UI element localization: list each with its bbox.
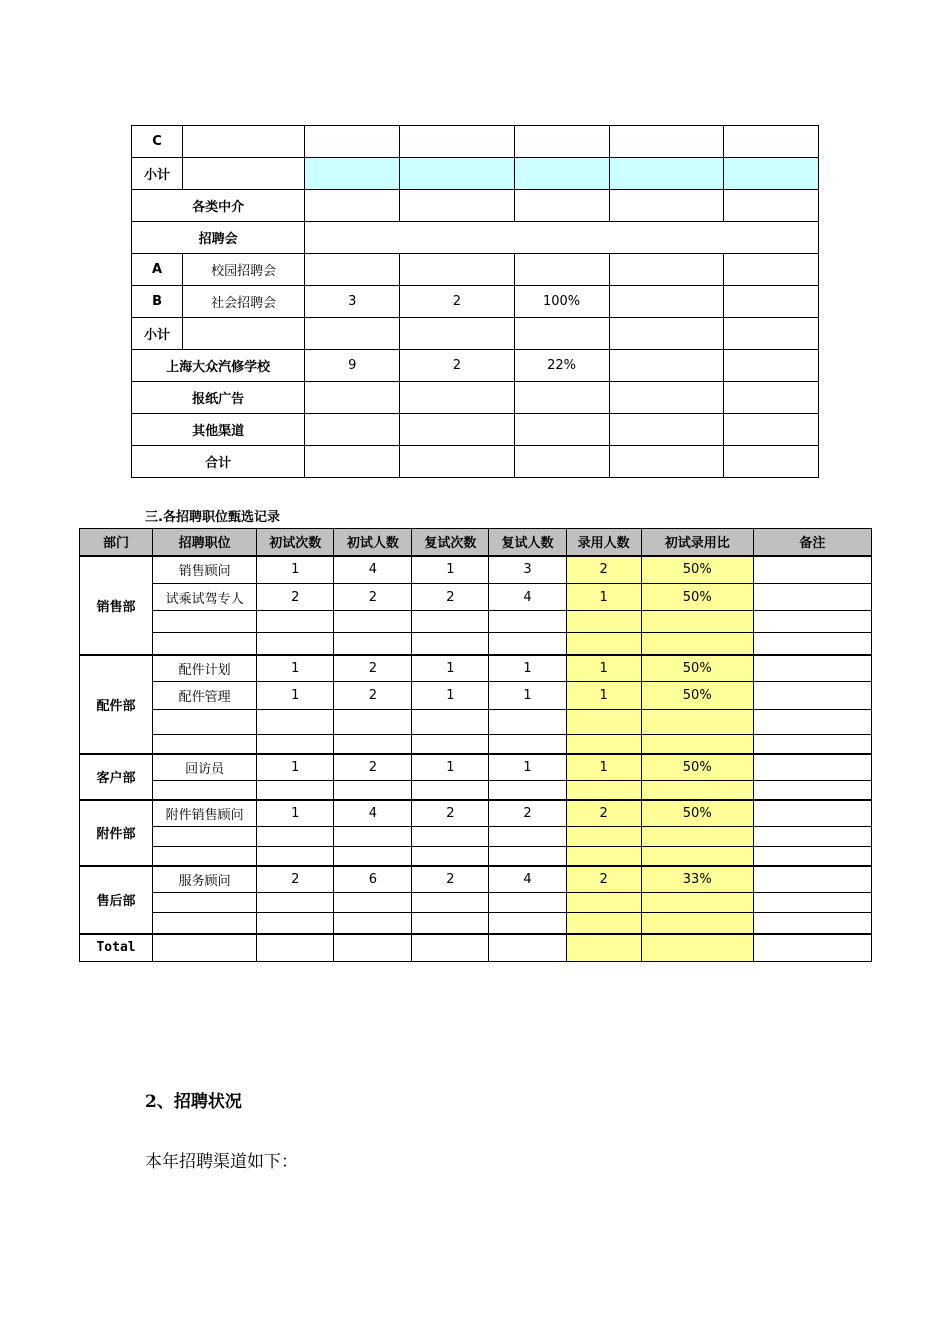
position-name: 服务顾问 (153, 866, 257, 893)
table-row (80, 893, 872, 913)
table-cell: 2 (334, 584, 412, 611)
table-cell (305, 254, 400, 286)
table-cell (489, 827, 566, 847)
table-cell (723, 190, 818, 222)
table-row (132, 350, 819, 382)
table-cell (257, 934, 334, 962)
table-cell (609, 414, 723, 446)
table-cell: 4 (489, 866, 566, 893)
column-header: 初试录用比 (641, 529, 753, 556)
table-cell: 50% (641, 556, 753, 584)
table-cell: 50% (641, 682, 753, 710)
table-cell (723, 350, 818, 382)
remark-cell (753, 893, 871, 913)
table-cell (412, 934, 489, 962)
table-cell (641, 893, 753, 913)
position-name (153, 611, 257, 633)
table-cell (334, 827, 412, 847)
table-cell: 1 (566, 754, 641, 781)
table-cell: 50% (641, 800, 753, 827)
column-header: 初试次数 (257, 529, 334, 556)
table-row (80, 655, 872, 682)
table-cell (334, 633, 412, 655)
table-cell: 1 (257, 655, 334, 682)
table-cell (566, 611, 641, 633)
row-code: C (132, 126, 183, 158)
position-name (153, 847, 257, 866)
table-cell: 2 (489, 800, 566, 827)
table-cell (641, 847, 753, 866)
table-cell (489, 913, 566, 934)
table-cell (305, 158, 400, 190)
remark-cell (753, 611, 871, 633)
table-cell (723, 254, 818, 286)
total-row (80, 934, 872, 962)
table-cell (514, 414, 609, 446)
table-row (80, 682, 872, 710)
table-cell (609, 446, 723, 478)
table-cell (400, 190, 514, 222)
table-cell: 1 (257, 754, 334, 781)
table-cell (641, 827, 753, 847)
table-cell (400, 254, 514, 286)
paragraph: 本年招聘渠道如下： (145, 1152, 298, 1172)
table-cell (412, 847, 489, 866)
row-label: 招聘会 (132, 222, 305, 254)
column-header: 复试人数 (489, 529, 566, 556)
table-cell: 1 (566, 682, 641, 710)
table-row (132, 126, 819, 158)
table-cell (412, 913, 489, 934)
department-name: 客户部 (80, 754, 153, 800)
table-cell (514, 318, 609, 350)
table-cell: 1 (257, 682, 334, 710)
table-cell (753, 934, 871, 962)
table-cell (609, 254, 723, 286)
department-name: 配件部 (80, 655, 153, 754)
table-cell (400, 158, 514, 190)
table-cell (566, 633, 641, 655)
table-cell (412, 611, 489, 633)
section3-title: 三.各招聘职位甄选记录 (145, 510, 280, 525)
row-code: 小计 (132, 318, 183, 350)
table-cell: 3 (305, 286, 400, 318)
table-cell (400, 414, 514, 446)
remark-cell (753, 584, 871, 611)
remark-cell (753, 800, 871, 827)
position-name (153, 633, 257, 655)
table-cell (566, 735, 641, 754)
table-cell (723, 318, 818, 350)
position-name (153, 781, 257, 800)
row-name (183, 126, 305, 158)
table-cell (566, 827, 641, 847)
table-cell: 2 (566, 866, 641, 893)
table-cell (641, 934, 753, 962)
table-cell: 1 (412, 655, 489, 682)
remark-cell (753, 655, 871, 682)
table-cell (334, 710, 412, 735)
table-row (132, 318, 819, 350)
row-label: 合计 (132, 446, 305, 478)
table-cell (723, 158, 818, 190)
table-row (80, 611, 872, 633)
table-cell: 1 (489, 754, 566, 781)
table-cell (609, 382, 723, 414)
table-row (80, 847, 872, 866)
position-name (153, 710, 257, 735)
table-cell (514, 126, 609, 158)
table-cell (489, 781, 566, 800)
table-cell (153, 934, 257, 962)
table-cell (566, 913, 641, 934)
table-cell: 6 (334, 866, 412, 893)
table-cell (257, 735, 334, 754)
table-cell (257, 611, 334, 633)
table-cell (257, 633, 334, 655)
table-cell (514, 190, 609, 222)
table-row (132, 254, 819, 286)
table-cell (305, 126, 400, 158)
table-cell (641, 735, 753, 754)
table-cell (412, 781, 489, 800)
table-cell: 2 (566, 556, 641, 584)
table-cell (641, 913, 753, 934)
table-cell: 1 (257, 556, 334, 584)
row-label: 其他渠道 (132, 414, 305, 446)
table-row (132, 190, 819, 222)
remark-cell (753, 827, 871, 847)
table-row (80, 735, 872, 754)
table-row (132, 158, 819, 190)
table-row (132, 382, 819, 414)
table-cell (489, 611, 566, 633)
position-name (153, 913, 257, 934)
table-cell (257, 847, 334, 866)
table-cell (566, 781, 641, 800)
table-cell: 1 (257, 800, 334, 827)
table-row (132, 286, 819, 318)
row-code: 小计 (132, 158, 183, 190)
table-cell: 4 (489, 584, 566, 611)
row-name: 校园招聘会 (183, 254, 305, 286)
table-cell: 2 (334, 754, 412, 781)
row-label: 各类中介 (132, 190, 305, 222)
table-row (132, 446, 819, 478)
table-cell (305, 446, 400, 478)
table-cell (305, 414, 400, 446)
table-cell (334, 934, 412, 962)
table-row (80, 866, 872, 893)
position-name (153, 735, 257, 754)
column-header: 初试人数 (334, 529, 412, 556)
table-cell (723, 126, 818, 158)
table-cell: 50% (641, 655, 753, 682)
column-header: 备注 (753, 529, 871, 556)
table-cell (514, 254, 609, 286)
table-cell (412, 827, 489, 847)
table-cell: 1 (412, 754, 489, 781)
table-cell (514, 446, 609, 478)
position-name: 试乘试驾专人 (153, 584, 257, 611)
table-row (80, 781, 872, 800)
table-cell (609, 126, 723, 158)
table-cell (489, 893, 566, 913)
table-cell: 1 (489, 655, 566, 682)
position-name: 配件计划 (153, 655, 257, 682)
screening-table (79, 528, 872, 962)
remark-cell (753, 847, 871, 866)
table-cell: 50% (641, 584, 753, 611)
table-cell: 2 (412, 800, 489, 827)
column-header: 招聘职位 (153, 529, 257, 556)
remark-cell (753, 735, 871, 754)
table-cell (334, 611, 412, 633)
position-name: 配件管理 (153, 682, 257, 710)
table-cell (412, 710, 489, 735)
table-cell (609, 190, 723, 222)
position-name (153, 893, 257, 913)
table-cell: 3 (489, 556, 566, 584)
row-name (183, 318, 305, 350)
table-cell (489, 710, 566, 735)
row-name: 社会招聘会 (183, 286, 305, 318)
table-cell (400, 318, 514, 350)
department-name: 售后部 (80, 866, 153, 934)
table-cell (514, 382, 609, 414)
department-name: 附件部 (80, 800, 153, 866)
table-cell (609, 318, 723, 350)
table-row (80, 827, 872, 847)
table-cell (334, 847, 412, 866)
position-name: 附件销售顾问 (153, 800, 257, 827)
remark-cell (753, 866, 871, 893)
table-cell (566, 847, 641, 866)
table-cell: 22% (514, 350, 609, 382)
table-row (132, 222, 819, 254)
remark-cell (753, 556, 871, 584)
row-label: 报纸广告 (132, 382, 305, 414)
table-cell: 9 (305, 350, 400, 382)
remark-cell (753, 781, 871, 800)
row-name (183, 158, 305, 190)
table-cell: 1 (412, 556, 489, 584)
table-cell (723, 414, 818, 446)
row-label: 上海大众汽修学校 (132, 350, 305, 382)
department-name: 销售部 (80, 556, 153, 655)
table-cell (257, 710, 334, 735)
table-cell (305, 318, 400, 350)
table-row (80, 913, 872, 934)
table-cell (257, 827, 334, 847)
table-cell (305, 382, 400, 414)
position-name (153, 827, 257, 847)
table-cell (723, 286, 818, 318)
table-cell (334, 735, 412, 754)
table-cell (641, 710, 753, 735)
table-cell (489, 847, 566, 866)
table-cell (400, 126, 514, 158)
table-cell (334, 781, 412, 800)
table-cell (609, 158, 723, 190)
table-cell: 4 (334, 556, 412, 584)
table-cell: 2 (257, 584, 334, 611)
row-code: A (132, 254, 183, 286)
table-cell (641, 633, 753, 655)
table-cell (257, 781, 334, 800)
table-cell (514, 158, 609, 190)
table-cell (723, 446, 818, 478)
table-cell (489, 934, 566, 962)
table-cell: 4 (334, 800, 412, 827)
table-cell (412, 893, 489, 913)
table-row (80, 754, 872, 781)
remark-cell (753, 710, 871, 735)
table-cell: 2 (257, 866, 334, 893)
column-header: 部门 (80, 529, 153, 556)
remark-cell (753, 913, 871, 934)
table-cell: 1 (566, 655, 641, 682)
table-row (80, 710, 872, 735)
table-cell (412, 633, 489, 655)
remark-cell (753, 633, 871, 655)
table-cell (334, 913, 412, 934)
table-cell (566, 934, 641, 962)
table-cell: 33% (641, 866, 753, 893)
table-cell (257, 893, 334, 913)
table-cell (305, 222, 819, 254)
table-cell (641, 611, 753, 633)
column-header: 录用人数 (566, 529, 641, 556)
row-code: B (132, 286, 183, 318)
table-cell: 2 (400, 286, 514, 318)
table-cell (566, 710, 641, 735)
table-cell: 2 (566, 800, 641, 827)
table-cell: 1 (566, 584, 641, 611)
table-row (80, 800, 872, 827)
table-cell (400, 446, 514, 478)
table-cell (489, 735, 566, 754)
table-cell: 2 (400, 350, 514, 382)
table-cell (334, 893, 412, 913)
table-row (80, 556, 872, 584)
table-cell: 2 (412, 866, 489, 893)
table-cell (723, 382, 818, 414)
position-name: 销售顾问 (153, 556, 257, 584)
table-cell (609, 350, 723, 382)
table-cell (400, 382, 514, 414)
remark-cell (753, 682, 871, 710)
table-row (132, 414, 819, 446)
table-cell: 2 (334, 682, 412, 710)
table-cell: 2 (334, 655, 412, 682)
header-row (80, 529, 872, 556)
table-cell: 1 (489, 682, 566, 710)
table-cell (489, 633, 566, 655)
channel-table (131, 125, 819, 478)
column-header: 复试次数 (412, 529, 489, 556)
table-cell (257, 913, 334, 934)
table-row (80, 584, 872, 611)
position-name: 回访员 (153, 754, 257, 781)
table-cell: 50% (641, 754, 753, 781)
table-cell (305, 190, 400, 222)
table-cell (566, 893, 641, 913)
table-cell (609, 286, 723, 318)
table-cell (412, 735, 489, 754)
table-cell: 1 (412, 682, 489, 710)
section-heading: 2、招聘状况 (145, 1092, 242, 1112)
remark-cell (753, 754, 871, 781)
table-cell (641, 781, 753, 800)
table-cell: 2 (412, 584, 489, 611)
table-row (80, 633, 872, 655)
table-cell: 100% (514, 286, 609, 318)
total-label: Total (80, 934, 153, 962)
